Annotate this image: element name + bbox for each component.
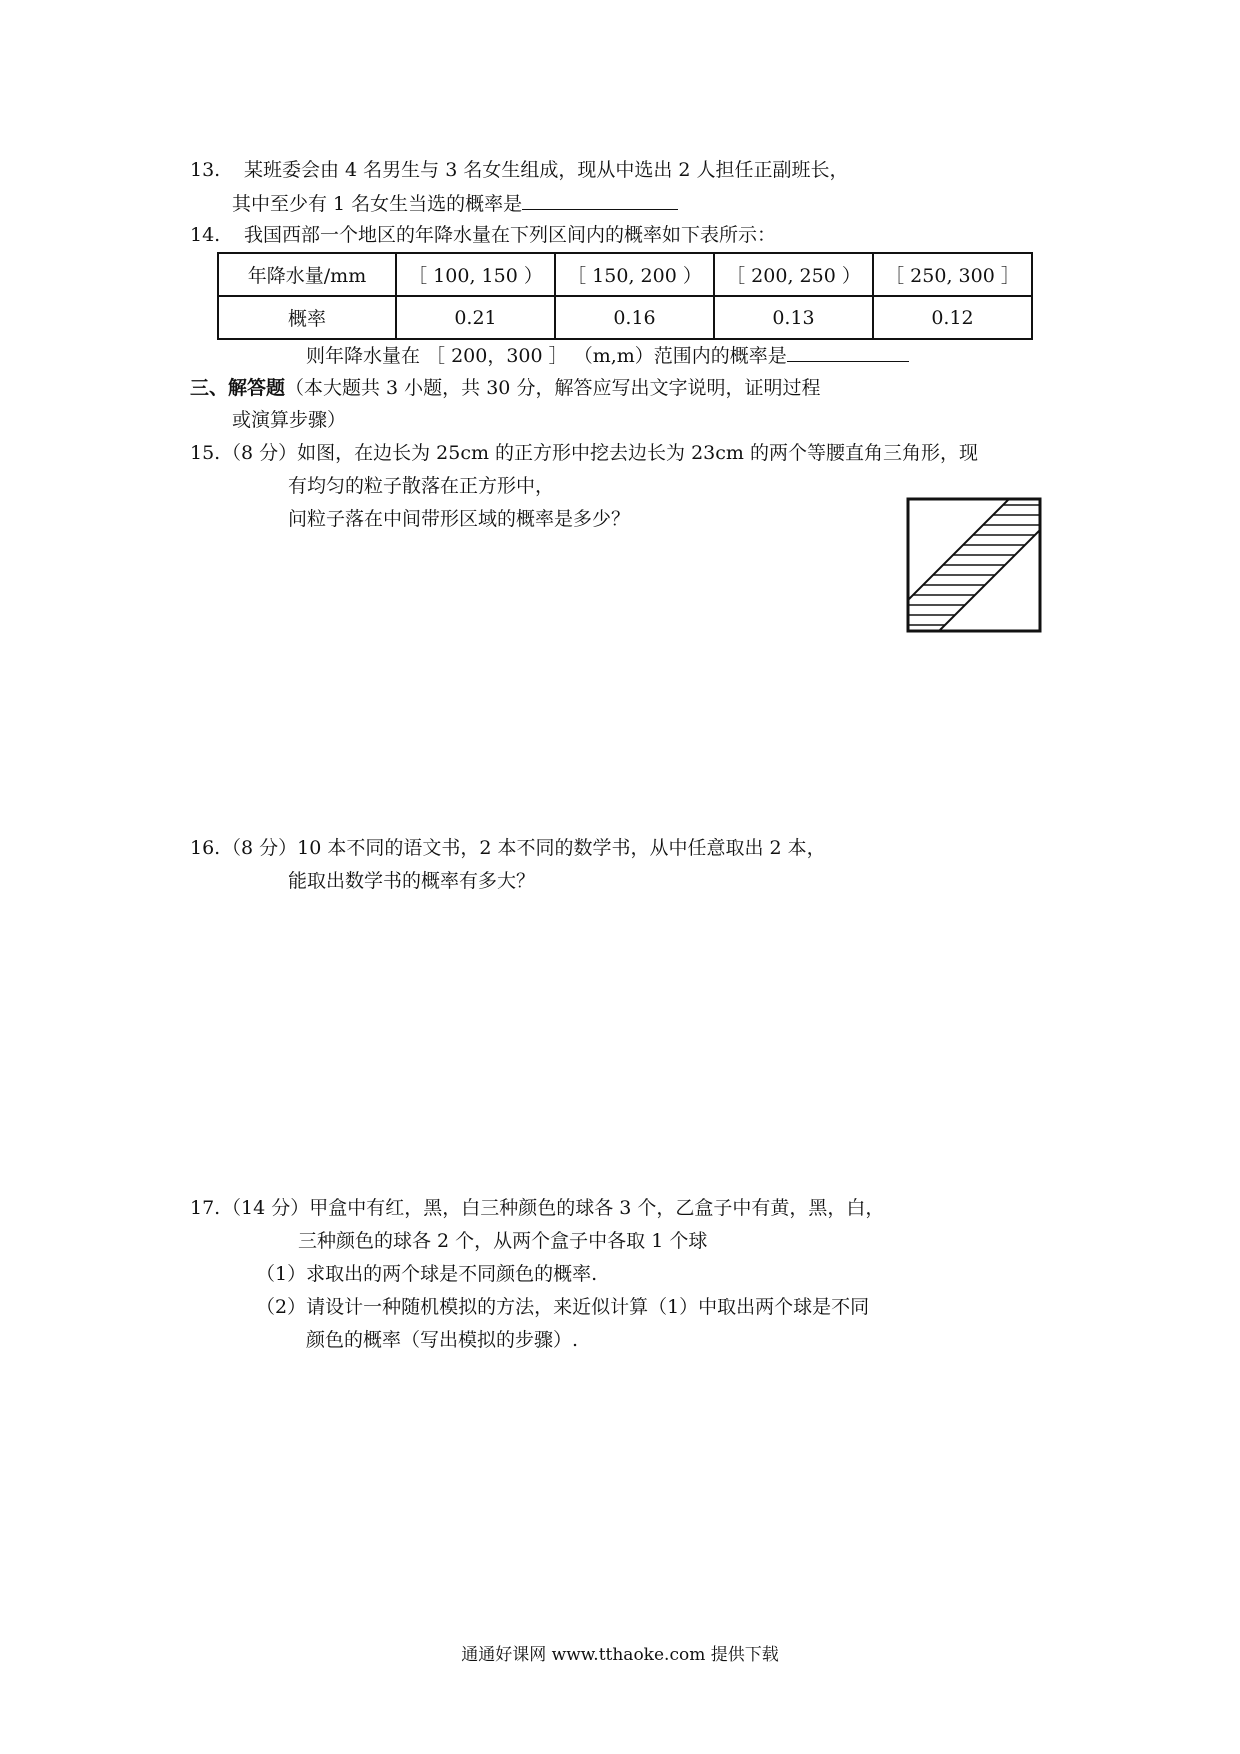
section3-desc1: （本大题共 3 小题，共 30 分，解答应写出文字说明，证明过程 [285,377,821,399]
table-cell: 0.21 [396,296,555,339]
q15-number: 15. [190,442,221,464]
q14-question: 则年降水量在 ［ 200，300 ］ （m,m）范围内的概率是 [306,345,787,367]
q16-number: 16. [190,837,221,859]
q13-text-line1: 某班委会由 4 名男生与 3 名女生组成，现从中选出 2 人担任正副班长， [244,159,849,181]
q17-text-line2: 三种颜色的球各 2 个，从两个盒子中各取 1 个球 [298,1230,708,1252]
table-header-cell: 年降水量/mm [218,253,396,296]
section3-title: 三、解答题 [190,377,286,399]
band-hatching [906,505,1042,625]
q17-text-line1: （14 分）甲盒中有红，黑，白三种颜色的球各 3 个，乙盒子中有黄，黑，白， [222,1197,885,1219]
square-band-figure [906,497,1042,633]
q15-text-line2: 有均匀的粒子散落在正方形中， [288,475,555,497]
q17-sub1: （1）求取出的两个球是不同颜色的概率. [256,1263,598,1285]
section3-desc2: 或演算步骤） [232,409,347,431]
table-cell: 0.16 [555,296,714,339]
section3-heading [190,376,820,400]
table-cell: 0.12 [873,296,1032,339]
q14-text-line2 [306,343,909,368]
table-row [218,253,1032,296]
table-header-cell: ［ 100, 150 ） [396,253,555,296]
q17-sub2-line2: 颜色的概率（写出模拟的步骤）. [306,1329,579,1351]
q15-text-line1: （8 分）如图，在边长为 25cm 的正方形中挖去边长为 23cm 的两个等腰直角三角形，现 [222,442,978,464]
q13-answer-blank [522,191,678,210]
q16-text-line2: 能取出数学书的概率有多大？ [288,870,536,892]
q13-text-line2 [232,191,678,216]
table-cell: 概率 [218,296,396,339]
page-footer: 通通好课网 www.tthaoke.com 提供下载 [461,1645,779,1665]
q13-number: 13. [190,159,221,181]
table-cell: 0.13 [714,296,873,339]
table-header-cell: ［ 200, 250 ） [714,253,873,296]
table-row [218,296,1032,339]
rainfall-table [217,252,1033,340]
table-header-cell: ［ 150, 200 ） [555,253,714,296]
q13-question: 其中至少有 1 名女生当选的概率是 [232,193,523,215]
q15-text-line3: 问粒子落在中间带形区域的概率是多少？ [288,508,631,530]
q14-answer-blank [787,343,909,362]
q16-text-line1: （8 分）10 本不同的语文书，2 本不同的数学书，从中任意取出 2 本， [222,837,826,859]
q17-sub2-line1: （2）请设计一种随机模拟的方法，来近似计算（1）中取出两个球是不同 [256,1296,870,1318]
q14-number: 14. [190,224,221,246]
table-header-cell: ［ 250, 300 ］ [873,253,1032,296]
q17-number: 17. [190,1197,221,1219]
q14-text-line1: 我国西部一个地区的年降水量在下列区间内的概率如下表所示： [244,224,777,246]
